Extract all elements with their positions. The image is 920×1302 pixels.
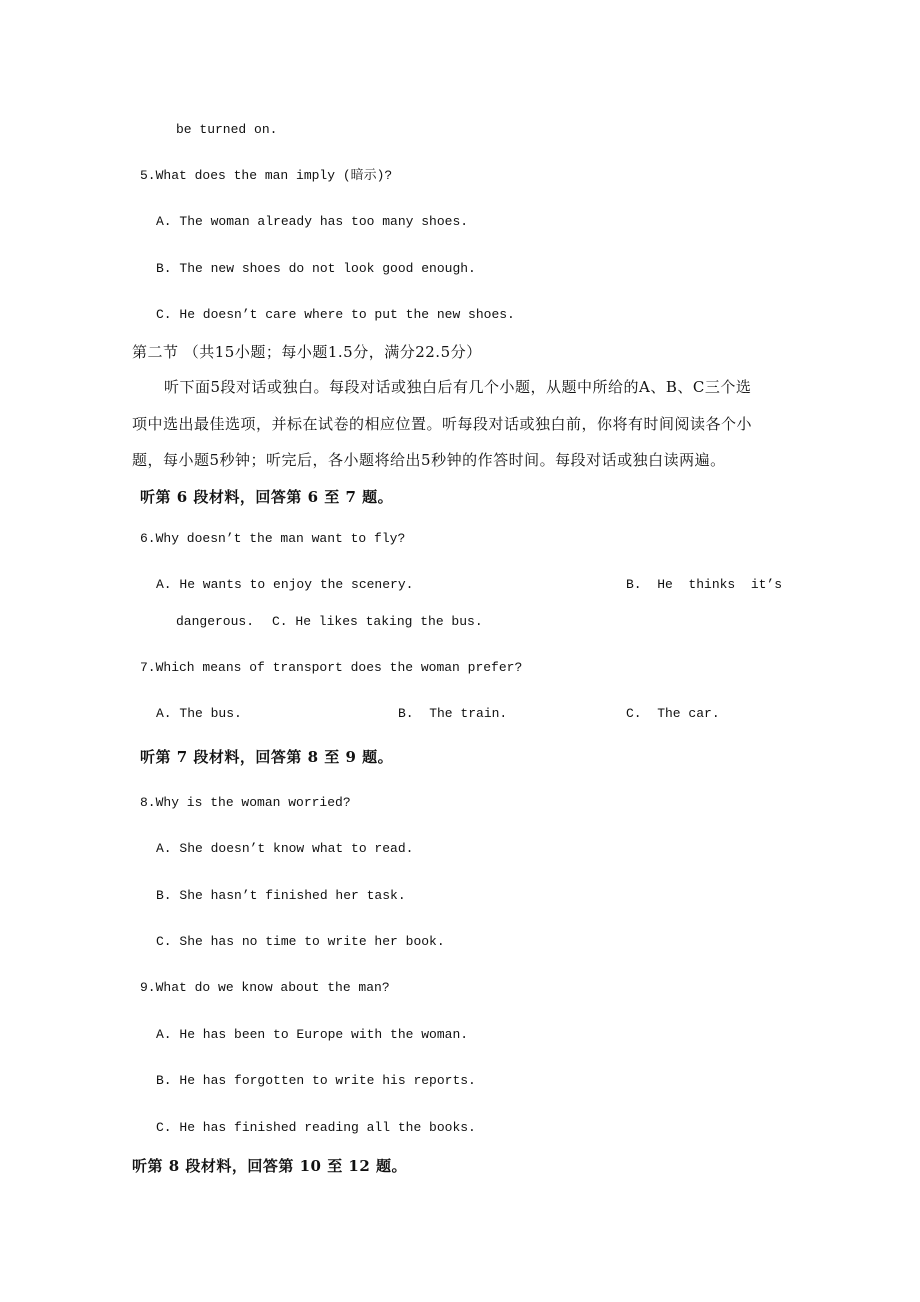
material-6-heading: 听第 6 段材料，回答第 6 至 7 题。 [140,488,394,506]
material-7-heading: 听第 7 段材料，回答第 8 至 9 题。 [140,748,394,766]
q4-continuation: be turned on. [176,122,278,137]
instructions-line-2: 项中选出最佳选项，并标在试卷的相应位置。听每段对话或独白前，你将有时间阅读各个小 [132,415,753,433]
q7-option-b: B. The train. [398,706,508,721]
section-2-title: 第二节 （共15小题；每小题1.5分，满分22.5分） [132,343,482,361]
q9-option-b: B. He has forgotten to write his reports. [156,1073,476,1088]
q6-option-b: B. He thinks it’s [626,577,783,592]
q9-option-c: C. He has finished reading all the books. [156,1120,476,1135]
q6-option-a: A. He wants to enjoy the scenery. [156,577,414,592]
question-8: 8.Why is the woman worried? [140,795,351,810]
q8-option-b: B. She hasn’t finished her task. [156,888,406,903]
question-6: 6.Why doesn’t the man want to fly? [140,531,406,546]
question-7: 7.Which means of transport does the woman prefer? [140,660,523,675]
q9-option-a: A. He has been to Europe with the woman. [156,1027,469,1042]
instructions-line-1: 听下面5段对话或独白。每段对话或独白后有几个小题，从题中所给的A、B、C三个选 [164,378,752,396]
question-9: 9.What do we know about the man? [140,980,390,995]
q7-option-a: A. The bus. [156,706,242,721]
instructions-line-3: 题，每小题5秒钟；听完后，各小题将给出5秒钟的作答时间。每段对话或独白读两遍。 [132,451,726,469]
material-8-heading: 听第 8 段材料，回答第 10 至 12 题。 [132,1157,408,1175]
q6-option-c: C. He likes taking the bus. [272,614,483,629]
q6-option-b-continued: dangerous. [176,614,255,629]
q5-option-b: B. The new shoes do not look good enough. [156,261,476,276]
question-5: 5.What does the man imply (暗示)? [140,168,393,183]
q5-option-a: A. The woman already has too many shoes. [156,214,469,229]
q7-option-c: C. The car. [626,706,720,721]
q8-option-c: C. She has no time to write her book. [156,934,445,949]
q8-option-a: A. She doesn’t know what to read. [156,841,414,856]
q5-option-c: C. He doesn’t care where to put the new shoes. [156,307,515,322]
